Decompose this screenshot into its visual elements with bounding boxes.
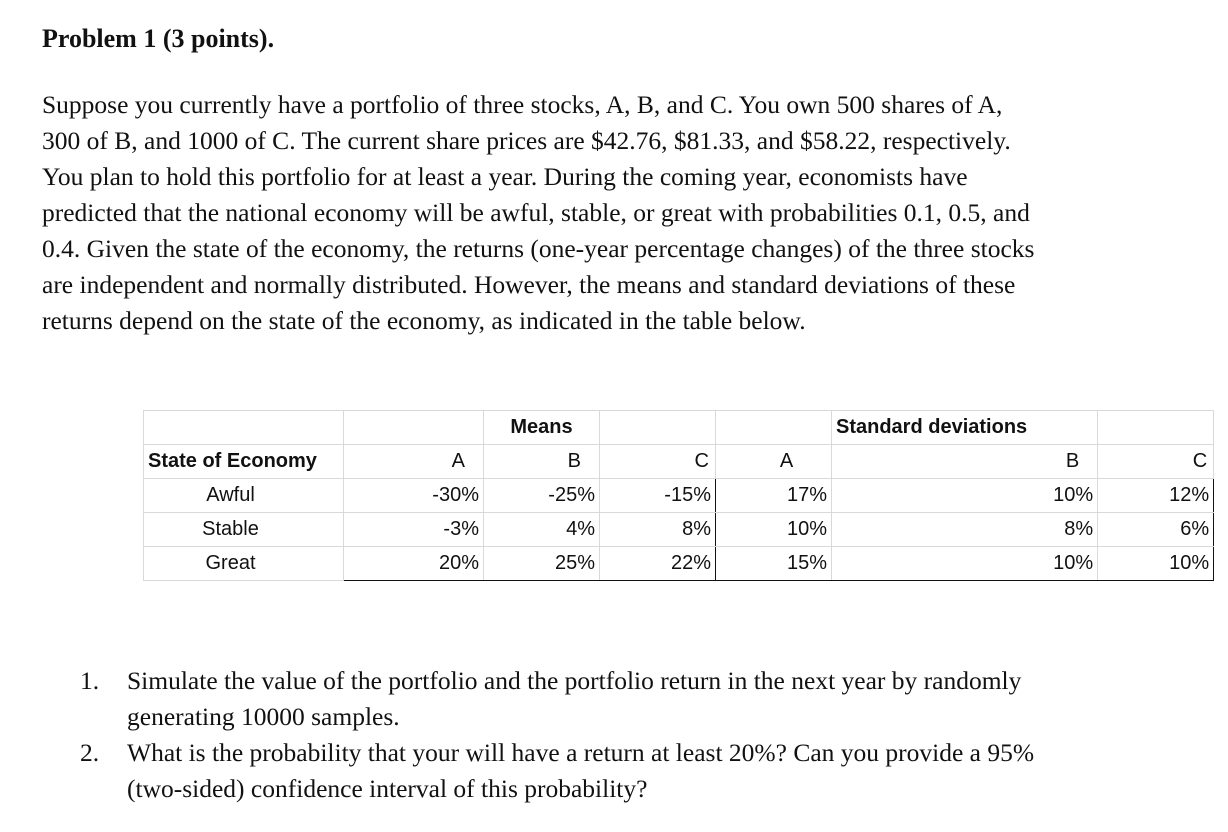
intro-line: are independent and normally distributed. However, the means and standard deviations of these [42, 270, 1016, 299]
question-line: generating 10000 samples. [127, 702, 400, 731]
intro-line: returns depend on the state of the economy, as indicated in the table below. [42, 306, 806, 335]
table-row [144, 547, 1214, 581]
question-item [80, 735, 1034, 807]
means-group-header: Means [484, 411, 600, 445]
means-a-header: A [344, 445, 484, 479]
intro-line: Suppose you currently have a portfolio of three stocks, A, B, and C. You own 500 shares of A, [42, 90, 1003, 119]
question-line: Simulate the value of the portfolio and the portfolio return in the next year by randomly [127, 666, 1022, 695]
means-c-header: C [600, 445, 716, 479]
sd-group-header: Standard deviations [832, 411, 1098, 445]
question-line: What is the probability that your will have a return at least 20%? Can you provide a 95% [127, 738, 1035, 767]
sd-cell: 15% [716, 547, 832, 581]
mean-cell: 25% [484, 547, 600, 581]
mean-cell: 20% [344, 547, 484, 581]
intro-line: 300 of B, and 1000 of C. The current share prices are $42.76, $81.33, and $58.22, respectively. [42, 126, 1011, 155]
sd-cell: 6% [1098, 513, 1214, 547]
sd-cell: 10% [716, 513, 832, 547]
sd-a-header: A [716, 445, 832, 479]
intro-line: You plan to hold this portfolio for at least a year. During the coming year, economists have [42, 162, 968, 191]
question-list [80, 663, 1034, 807]
mean-cell: -30% [344, 479, 484, 513]
state-of-economy-header: State of Economy [144, 445, 344, 479]
state-cell: Awful [144, 479, 344, 513]
problem-title: Problem 1 (3 points). [42, 24, 275, 53]
question-line: (two-sided) confidence interval of this probability? [127, 774, 648, 803]
sd-cell: 10% [832, 479, 1098, 513]
table-empty-cell [600, 411, 716, 445]
sd-cell: 8% [832, 513, 1098, 547]
intro-line: predicted that the national economy will be awful, stable, or great with probabilities 0.1, 0.5, and [42, 198, 1030, 227]
question-number: 1. [80, 666, 100, 695]
table-row [144, 479, 1214, 513]
means-b-header: B [484, 445, 600, 479]
economy-returns-table [143, 410, 1214, 581]
mean-cell: -15% [600, 479, 716, 513]
mean-cell: -25% [484, 479, 600, 513]
sd-cell: 17% [716, 479, 832, 513]
intro-line: 0.4. Given the state of the economy, the returns (one-year percentage changes) of the three stocks [42, 234, 1035, 263]
table-row [144, 513, 1214, 547]
mean-cell: 4% [484, 513, 600, 547]
question-number: 2. [80, 738, 100, 767]
table-empty-cell [1098, 411, 1214, 445]
table-group-header-row [144, 411, 1214, 445]
sd-b-header: B [832, 445, 1098, 479]
sd-c-header: C [1098, 445, 1214, 479]
sd-cell: 10% [1098, 547, 1214, 581]
table-column-header-row [144, 445, 1214, 479]
state-cell: Great [144, 547, 344, 581]
problem-intro [42, 87, 1192, 339]
mean-cell: 8% [600, 513, 716, 547]
question-item [80, 663, 1034, 735]
state-cell: Stable [144, 513, 344, 547]
table-corner-cell [144, 411, 344, 445]
mean-cell: -3% [344, 513, 484, 547]
mean-cell: 22% [600, 547, 716, 581]
table-empty-cell [344, 411, 484, 445]
sd-cell: 12% [1098, 479, 1214, 513]
table-empty-cell [716, 411, 832, 445]
sd-cell: 10% [832, 547, 1098, 581]
